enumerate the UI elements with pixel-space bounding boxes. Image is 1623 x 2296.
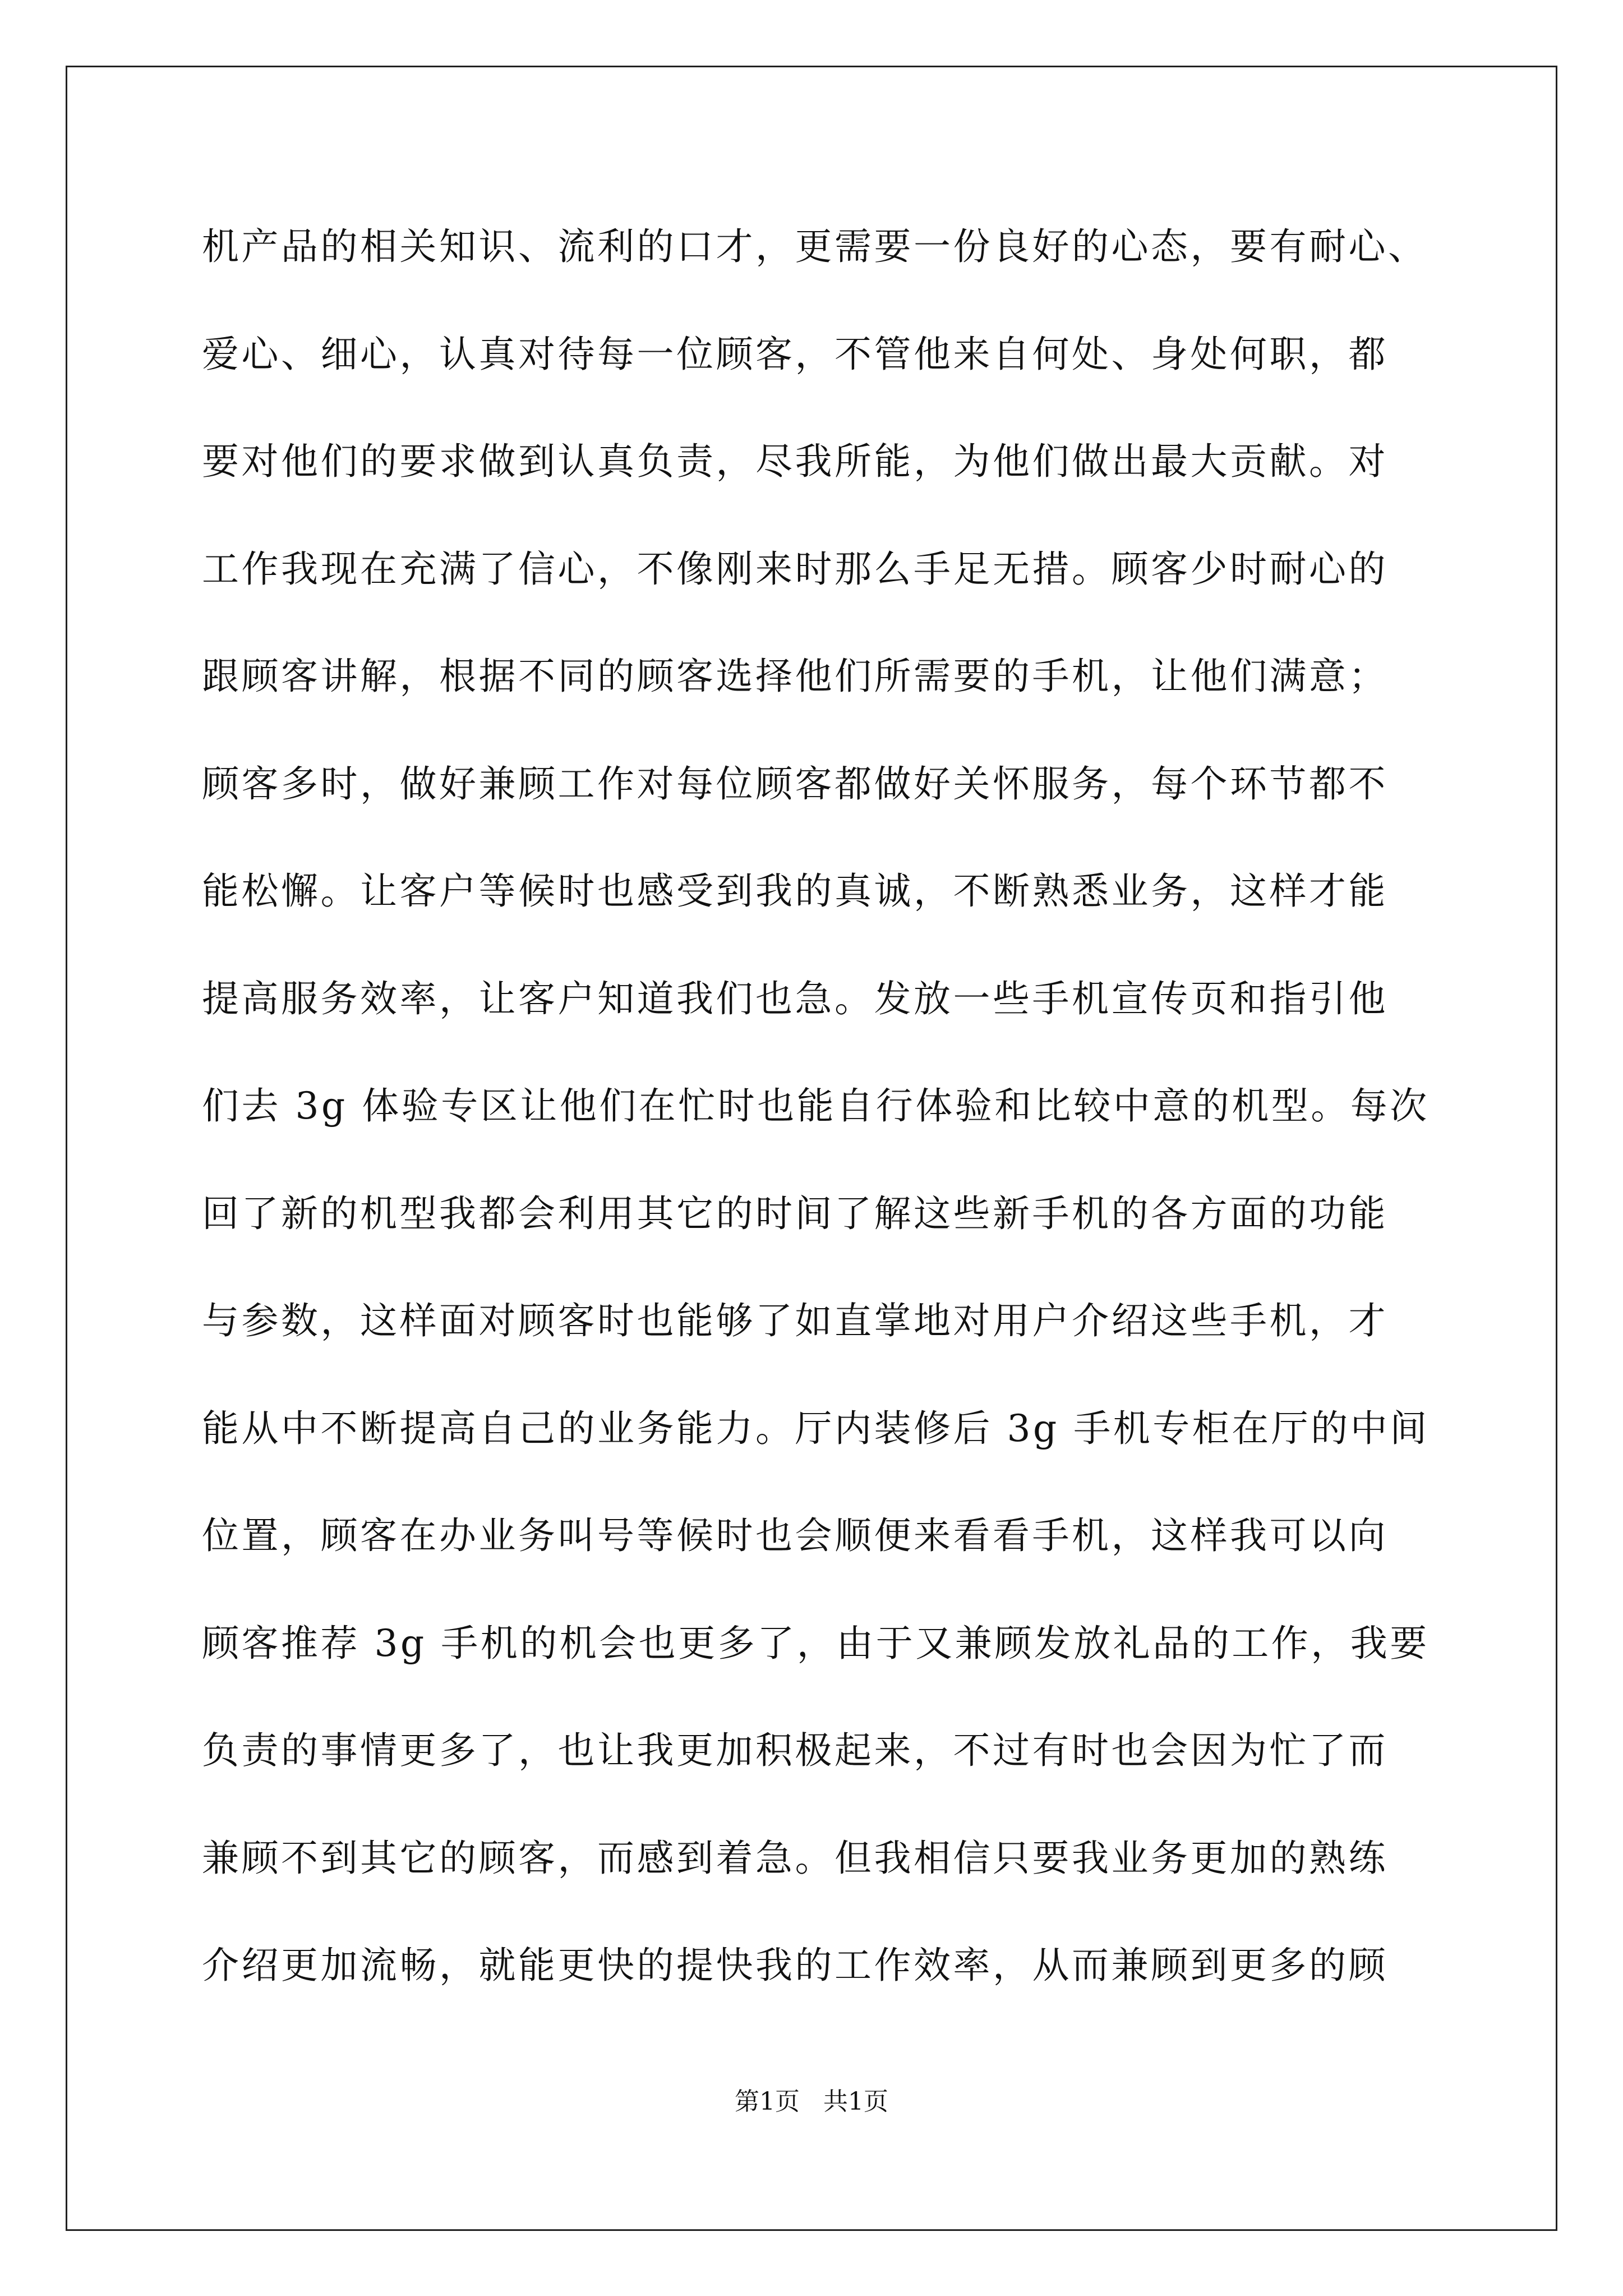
text-line: 提高服务效率，让客户知道我们也急。发放一些手机宣传页和指引他 — [202, 977, 1388, 1020]
text-line: 与参数，这样面对顾客时也能够了如直掌地对用户介绍这些手机，才 — [202, 1299, 1388, 1342]
text-line: 能从中不断提高自己的业务能力。厅内装修后 3g 手机专柜在厅的中间 — [202, 1406, 1430, 1450]
text-line: 顾客推荐 3g 手机的机会也更多了，由于又兼顾发放礼品的工作，我要 — [202, 1621, 1430, 1665]
text-line: 介绍更加流畅，就能更快的提快我的工作效率，从而兼顾到更多的顾 — [202, 1944, 1388, 1987]
page-footer: 第1页 共1页 — [735, 2087, 888, 2116]
text-line: 跟顾客讲解，根据不同的顾客选择他们所需要的手机，让他们满意； — [202, 655, 1388, 698]
text-line: 回了新的机型我都会利用其它的时间了解这些新手机的各方面的功能 — [202, 1191, 1388, 1235]
text-line: 工作我现在充满了信心，不像刚来时那么手足无措。顾客少时耐心的 — [202, 547, 1388, 591]
text-line: 负责的事情更多了，也让我更加积极起来，不过有时也会因为忙了而 — [202, 1729, 1388, 1772]
text-line: 爱心、细心，认真对待每一位顾客，不管他来自何处、身处何职，都 — [202, 332, 1388, 376]
text-line: 顾客多时，做好兼顾工作对每位顾客都做好关怀服务，每个环节都不 — [202, 762, 1388, 806]
text-line: 能松懈。让客户等候时也感受到我的真诚，不断熟悉业务，这样才能 — [202, 869, 1388, 913]
text-line: 位置，顾客在办业务叫号等候时也会顺便来看看手机，这样我可以向 — [202, 1514, 1388, 1557]
body-text — [202, 193, 1441, 2019]
text-line: 机产品的相关知识、流利的口才，更需要一份良好的心态，要有耐心、 — [202, 225, 1428, 268]
text-line: 要对他们的要求做到认真负责，尽我所能，为他们做出最大贡献。对 — [202, 440, 1388, 483]
text-line: 兼顾不到其它的顾客，而感到着急。但我相信只要我业务更加的熟练 — [202, 1836, 1388, 1880]
text-line: 们去 3g 体验专区让他们在忙时也能自行体验和比较中意的机型。每次 — [202, 1084, 1430, 1128]
